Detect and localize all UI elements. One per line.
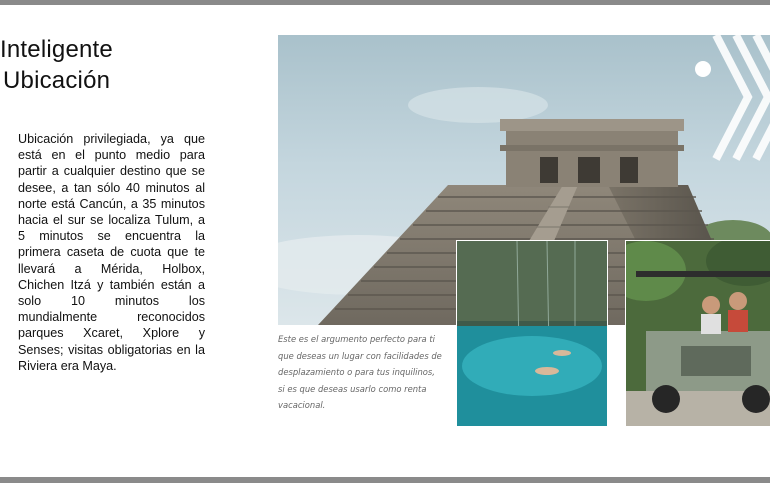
bottom-frame-bar (0, 477, 770, 483)
photo-caption (278, 331, 450, 414)
cenote-swimmers-photo (456, 240, 608, 427)
caption-line-2: que deseas un lugar con facilidades de (278, 350, 442, 361)
title-line-1: Inteligente (0, 36, 113, 63)
caption-line-5: vacacional. (278, 400, 326, 410)
jeep-tour-photo (625, 240, 770, 427)
caption-line-1: Este es el argumento perfecto para ti (278, 334, 435, 344)
top-frame-bar (0, 0, 770, 5)
caption-line-4: si es que deseas usarlo como renta (278, 383, 427, 394)
page-title (0, 34, 113, 96)
title-line-2: Ubicación (3, 67, 111, 94)
caption-line-3: desplazamiento o para tus inquilinos, (278, 367, 435, 377)
location-description: Ubicación privilegiada, ya que está en el punto medio para partir a cualquier destino que se desee, a tan sólo 40 minutos al norte está Cancún, a 35 minutos hacia el sur se localiza Tulum, a 5 minutos se encuentra la primera caseta de cuota que te llevará a Mérida, Holbox, Chichen Itzá y también están a solo 10 minutos los mundialmente reconocidos parques Xcaret, Xplore y Senses; visitas obligatorias en la Riviera era Maya. (18, 132, 205, 373)
